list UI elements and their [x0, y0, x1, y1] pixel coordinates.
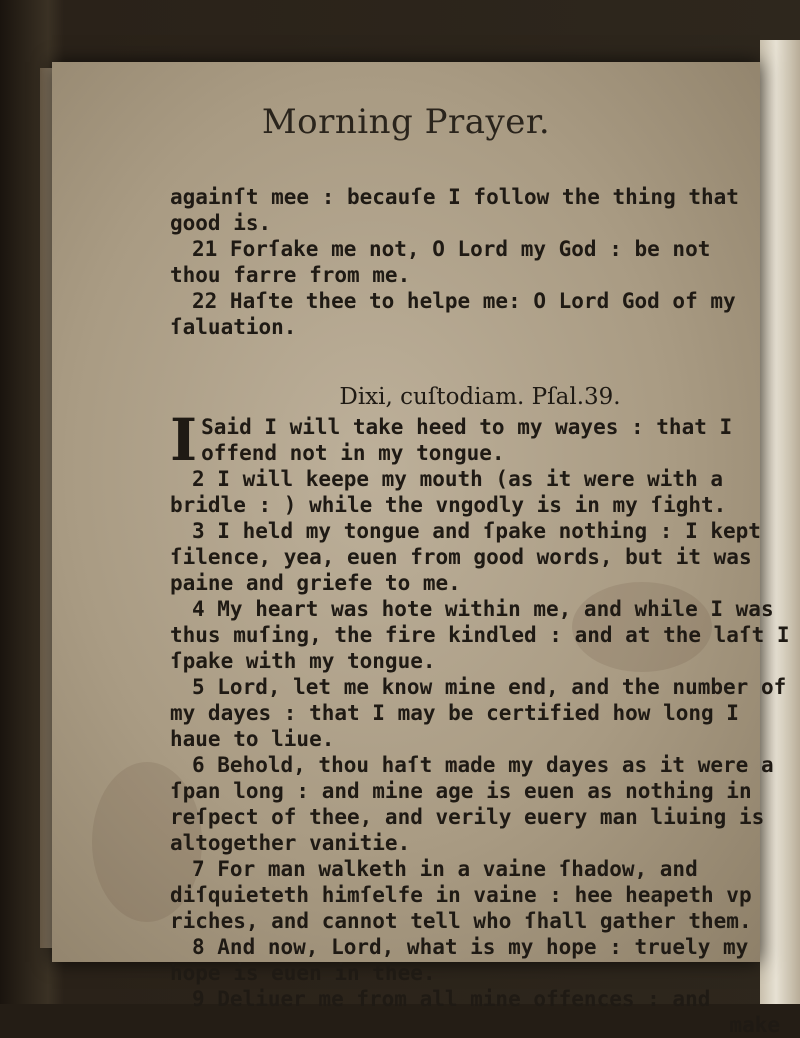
verse-2: 2 I will keepe my mouth (as it were with a bridle : ) while the vngodly is in my ſight. [170, 467, 727, 517]
verse-6: 6 Behold, thou haſt made my dayes as it were a ſpan long : and mine age is euen as nothing in reſpect of thee, and verily euery man liuing is altogether vanitie. [170, 753, 774, 855]
text-block [170, 184, 790, 1038]
text-line: good is. [170, 211, 272, 235]
text-line: ſaluation. [170, 315, 297, 339]
catchword: make [729, 1013, 780, 1037]
text-line: thou farre from me. [170, 263, 411, 287]
page-title: Morning Prayer. [261, 102, 551, 142]
text-line: 22 Haſte thee to helpe me: O Lord God of my [192, 289, 736, 313]
verse-9: 9 Deliuer me from all mine offences : and [192, 987, 711, 1011]
page [52, 62, 790, 1037]
psalm-heading: Dixi, cuſtodiam. Pſal.39. [339, 384, 621, 410]
verse-1 [170, 406, 790, 474]
verse-8: 8 And now, Lord, what is my hope : truely my hope is euen in thee. [170, 935, 749, 985]
text-line: 21 Forſake me not, O Lord my God : be not [192, 237, 711, 261]
verse-4: 4 My heart was hote within me, and while I was thus muſing, the fire kindled : and at the laſt I ſpake with my tongue. [170, 597, 790, 673]
verse-text: Said I will take heed to my wayes : that I offend not in my tongue. [201, 415, 733, 465]
text-line: againſt mee : becauſe I follow the thing that [170, 185, 739, 209]
verse-5: 5 Lord, let me know mine end, and the number of my dayes : that I may be certified how long I haue to liue. [170, 675, 787, 751]
verse-7: 7 For man walketh in a vaine ſhadow, and diſquieteth himſelfe in vaine : hee heapeth vp riches, and cannot tell who ſhall gather them. [170, 857, 752, 933]
verse-3: 3 I held my tongue and ſpake nothing : I kept ſilence, yea, euen from good words, but it was paine and griefe to me. [170, 519, 761, 595]
drop-cap: I [170, 406, 198, 474]
